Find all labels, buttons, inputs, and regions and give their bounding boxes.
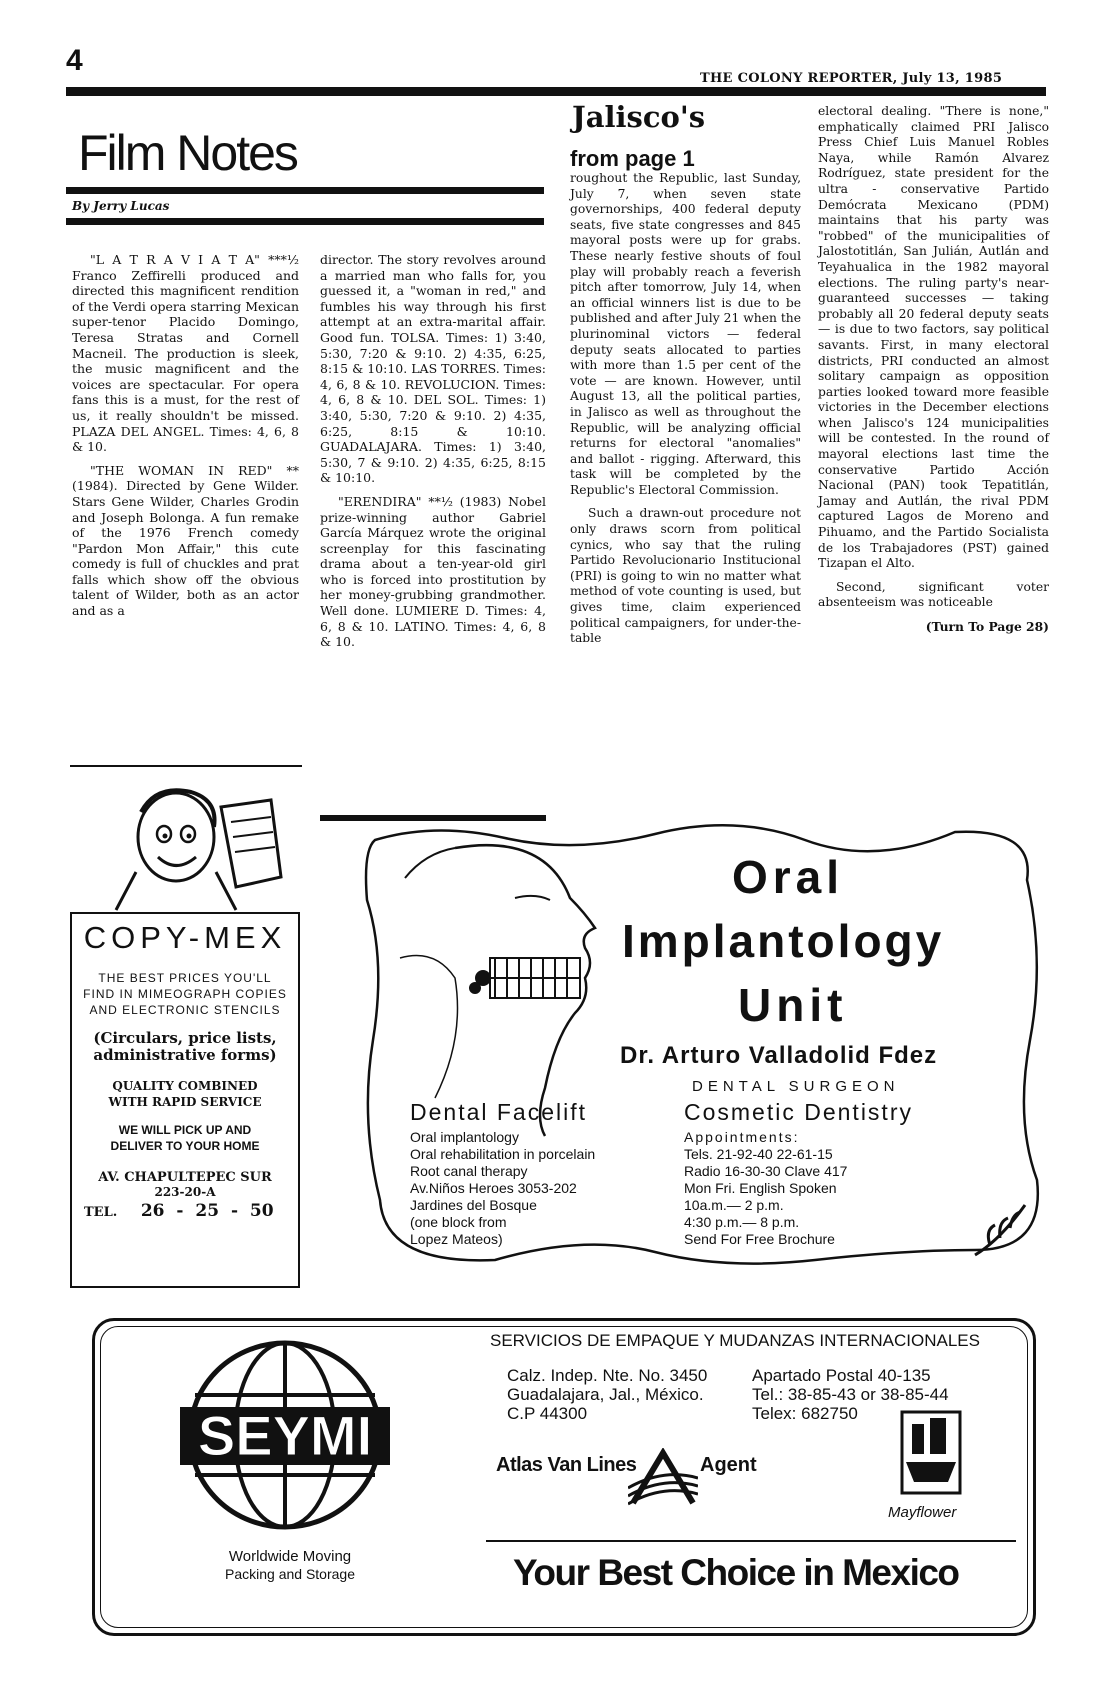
mayflower-label: Mayflower (888, 1504, 957, 1521)
dental-info-line: Tels. 21-92-40 22-61-15 (684, 1146, 833, 1162)
jalisco-column-1 (570, 171, 801, 655)
film-paragraph: "L A T R A V I A T A" ***½ Franco Zeffirelli produced and directed this magnificent rendition of the Verdi opera starring Mexican super-tenor Placido Domingo, Teresa Stratas and Cornell Macneil. The production is sleek, the music magnificent and the voices are spectacular. For opera fans this is a must, for the rest of us, it really shouldn't be missed. PLAZA DEL ANGEL. Times: 4, 6, 8 & 10. (72, 252, 299, 455)
seymi-slogan: Your Best Choice in Mexico (513, 1552, 959, 1593)
jalisco-column-2 (818, 104, 1049, 635)
copymex-address-number: 223-20-A (154, 1185, 216, 1199)
dental-service-line: Root canal therapy (410, 1163, 528, 1179)
copymex-ad (70, 912, 300, 1288)
seymi-logo-text: SEYMI (197, 1404, 373, 1467)
copymex-phone-row (84, 1201, 286, 1221)
header-rule (66, 87, 1046, 96)
jalisco-paragraph: roughout the Republic, last Sunday, July 7, when seven state governorships, 400 federal deputy seats, five state congresses and 845 mayoral posts were up for grabs. These nearly festive shouts of foul play will probably reach a feverish pitch after tomorrow, July 14, when an official winners list is due to be published and after July 21 when the plurinominal victors — federal deputy seats allocated to parties with more than 1.5 per cent of the vote — are known. However, until August 13, all the political parties, in Jalisco as well as throughout the Republic, will be analyzing official returns for electoral "anomalies" and ballot - rigging. Afterward, this task will be completed by the Republic's Electoral Commission. (570, 171, 801, 497)
film-paragraph: "THE WOMAN IN RED" ** (1984). Directed by Gene Wilder. Stars Gene Wilder, Charles Grodin and Joseph Bolonga. A fun remake of the 1976 French comedy "Pardon Mon Affair," this cute comedy is full of chuckles and prat falls which show off the obvious talent of Wilder, both as an actor and as a (72, 462, 299, 619)
seymi-address (507, 1366, 707, 1423)
atlas-van-lines: Atlas Van Lines (496, 1454, 637, 1476)
dental-left-list (410, 1129, 595, 1248)
copymex-tel-label: TEL. (84, 1205, 118, 1220)
dental-info-line: Mon Fri. English Spoken (684, 1180, 837, 1196)
profile-face-illustration (395, 838, 625, 1138)
dental-title-implantology: Implantology (622, 915, 945, 967)
seymi-contact-line: Tel.: 38-85-43 or 38-85-44 (752, 1385, 949, 1404)
seymi-caption-2: Packing and Storage (225, 1566, 355, 1582)
film-rule-2 (66, 218, 544, 225)
seymi-heading: SERVICIOS DE EMPAQUE Y MUDANZAS INTERNACIONALES (490, 1331, 980, 1350)
seymi-contact-line: Apartado Postal 40-135 (752, 1366, 931, 1385)
copymex-forms: (Circulars, price lists, administrative forms) (93, 1029, 277, 1064)
dental-doctor: Dr. Arturo Valladolid Fdez (620, 1042, 938, 1069)
dental-info-line: 10a.m.— 2 p.m. (684, 1197, 784, 1213)
atlas-agent: Agent (700, 1454, 757, 1476)
seymi-contact-line: Telex: 682750 (752, 1404, 858, 1423)
film-paragraph: "ERENDIRA" **½ (1983) Nobel prize-winning author Gabriel García Márquez wrote the original screenplay for this fascinating drama about a ten-year-old girl who is forced into prostitution by her money-grubbing grandmother. Well done. LUMIERE D. Times: 4, 6, 8 & 10. LATINO. Times: 4, 6, 8 & 10. (320, 493, 546, 650)
seymi-address-line: Calz. Indep. Nte. No. 3450 (507, 1366, 708, 1385)
jump-line: (Turn To Page 28) (925, 619, 1049, 634)
seymi-globe-logo (170, 1335, 400, 1535)
dental-right-heading: Cosmetic Dentistry (684, 1099, 913, 1125)
film-byline: By Jerry Lucas (72, 199, 170, 213)
dental-info-line: Send For Free Brochure (684, 1231, 835, 1247)
jalisco-paragraph: electoral dealing. "There is none," emphatically claimed PRI Jalisco Press Chief Luis Manuel Robles Naya, while Ramón Alvarez Rodríguez, state president for the ultra - conservative Partido Demócrata Mexicano (PDM) maintains that his party was "robbed" of the municipalities of Jalostotitlán, San Julián, Autlán and Teyahualica in the 1982 mayoral elections. The ruling party's near-guaranteed successes — taking probably all 20 federal deputy seats — is due to two factors, say political savants. First, in many electoral districts, PRI conducted an almost solitary campaign as opposition parties looked toward more feasible victories in the December elections when Jalisco's 124 municipalities will be contested. In the round of mayoral elections last time the conservative Partido Acción Nacional (PAN) took Tepatitlán, Jamay and Autlán, the rival PDM captured Lagos de Moreno and Pihuamo, and the Partido Socialista de los Trabajadores (PST) gained Tizapan el Alto. (818, 104, 1049, 571)
seymi-address-line: C.P 44300 (507, 1404, 588, 1423)
film-column-2 (320, 252, 546, 658)
dental-service-line: Jardines del Bosque (410, 1197, 537, 1213)
jalisco-paragraph: Such a drawn-out procedure not only draws scorn from political cynics, who say that the ruling Partido Revolucionario Institucional (PRI) is going to win no matter what method of vote counting is used, but gives time, claim experienced political campaigners, for under-the-table (570, 506, 801, 646)
dental-service-line: Lopez Mateos) (410, 1231, 503, 1247)
copymex-services: THE BEST PRICES YOU'LL FIND IN MIMEOGRAPH COPIES AND ELECTRONIC STENCILS (83, 971, 287, 1017)
jalisco-subtitle: from page 1 (570, 146, 695, 171)
jalisco-paragraph: Second, significant voter absenteeism was noticeable (818, 579, 1049, 610)
dental-title-unit: Unit (738, 979, 848, 1031)
dental-right-list (684, 1129, 847, 1248)
film-notes-title: Film Notes (78, 125, 297, 181)
dental-service-line: Oral implantology (410, 1129, 519, 1145)
copymex-address: AV. CHAPULTEPEC SUR (98, 1170, 272, 1185)
cartoon-man-illustration (96, 782, 296, 912)
jalisco-title: Jalisco's (572, 100, 706, 134)
page-number: 4 (66, 44, 83, 77)
dental-service-line: Oral rehabilitation in porcelain (410, 1146, 596, 1162)
film-paragraph: director. The story revolves around a married man who falls for, you guessed it, a "woman in red," and fumbles his way through his first attempt at an extra-marital affair. Good fun. TOLSA. Times: 1) 3:40, 5:30, 7:20 & 9:10. 2) 4:35, 6:25, 8:15 & 10:10. LAS TORRES. Times: 4, 6, 8 & 10. REVOLUCION. Times: 4, 6, 8 & 10. DEL SOL. Times: 1) 3:40, 5:30, 7:20 & 9:10. 2) 4:35, 6:25, 8:15 & 10:10. GUADALAJARA. Times: 1) 3:40, 5:30, 7 & 9:10. 2) 4:35, 6:25, 8:15 & 10:10. (320, 252, 546, 486)
dental-role: DENTAL SURGEON (692, 1078, 900, 1095)
film-column-1 (72, 252, 299, 627)
mayflower-ship-icon (900, 1410, 962, 1495)
dental-left-heading: Dental Facelift (410, 1099, 588, 1125)
seymi-divider (486, 1540, 1016, 1542)
atlas-logo-icon (628, 1448, 698, 1518)
film-rule-1 (66, 187, 544, 194)
copymex-pickup: WE WILL PICK UP AND DELIVER TO YOUR HOME (110, 1123, 260, 1153)
seymi-caption-1: Worldwide Moving (228, 1548, 352, 1565)
copymex-tel: 26 - 25 - 50 (140, 1201, 274, 1221)
copymex-quality: QUALITY COMBINED WITH RAPID SERVICE (108, 1079, 262, 1109)
seymi-address-line: Guadalajara, Jal., México. (507, 1385, 704, 1404)
dental-service-line: Av.Niños Heroes 3053-202 (410, 1180, 577, 1196)
film-column-rule (70, 765, 302, 767)
dental-info-line: 4:30 p.m.— 8 p.m. (684, 1214, 800, 1230)
masthead: THE COLONY REPORTER, July 13, 1985 (700, 71, 1003, 86)
dental-title-oral: Oral (732, 851, 845, 903)
plant-ornament-icon (970, 1200, 1030, 1260)
copymex-name: COPY-MEX (83, 920, 287, 955)
dental-info-line: Radio 16-30-30 Clave 417 (684, 1163, 848, 1179)
dental-info-line: Appointments: (684, 1129, 800, 1145)
dental-service-line: (one block from (410, 1214, 507, 1230)
